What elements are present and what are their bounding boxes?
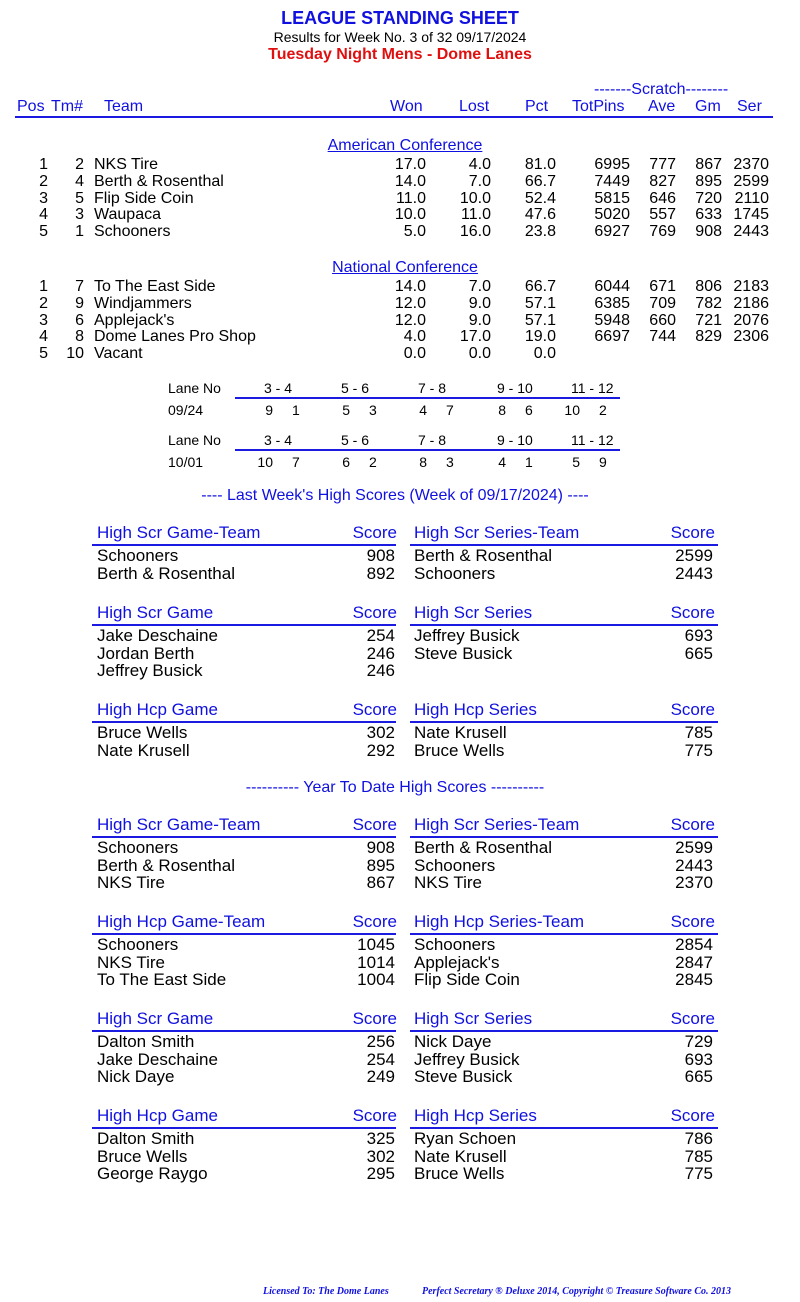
matchup-team-a: 9 — [265, 402, 273, 418]
score-entry-name: Jeffrey Busick — [414, 626, 520, 645]
score-box-score-label: Score — [670, 603, 715, 622]
score-entry-name: Ryan Schoen — [414, 1129, 517, 1148]
score-entry-value: 785 — [684, 723, 713, 742]
cell-pct: 0.0 — [533, 345, 556, 363]
col-pos: Pos — [17, 98, 45, 115]
score-entry-name: Berth & Rosenthal — [414, 546, 552, 565]
score-entry-name: To The East Side — [97, 970, 227, 989]
cell-pct: 52.4 — [524, 189, 556, 207]
score-entry-name: Schooners — [97, 838, 179, 857]
matchup-team-a: 6 — [342, 454, 350, 470]
score-entry-value: 2370 — [675, 873, 713, 892]
matchup-team-b: 7 — [446, 402, 454, 418]
cell-ser: 2110 — [734, 189, 769, 207]
score-entry-name: NKS Tire — [97, 873, 166, 892]
cell-tm: 1 — [75, 223, 84, 241]
cell-lost: 16.0 — [459, 223, 491, 241]
cell-gm: 721 — [695, 311, 722, 329]
score-entry-name: NKS Tire — [414, 873, 483, 892]
col-lost: Lost — [459, 98, 490, 115]
matchup-team-b: 7 — [292, 454, 300, 470]
cell-team: Applejack's — [94, 311, 175, 329]
cell-tm: 5 — [75, 189, 84, 207]
cell-team: Vacant — [94, 345, 143, 363]
score-box-title: High Hcp Series — [414, 1106, 537, 1125]
table-row — [0, 312, 800, 329]
cell-pct: 57.1 — [524, 311, 556, 329]
cell-ave: 709 — [649, 294, 676, 312]
score-box-score-label: Score — [352, 815, 397, 834]
cell-totpins: 5948 — [594, 311, 630, 329]
cell-team: NKS Tire — [94, 156, 159, 173]
cell-gm: 633 — [695, 206, 722, 224]
cell-ave: 744 — [649, 328, 676, 346]
cell-won: 11.0 — [396, 189, 426, 207]
score-entry-value: 2845 — [675, 970, 713, 989]
lane-label: Lane No — [168, 432, 221, 448]
cell-totpins: 6044 — [594, 278, 630, 295]
col-ave: Ave — [648, 98, 676, 115]
score-entry-value: 665 — [684, 1067, 713, 1086]
cell-gm: 829 — [695, 328, 722, 346]
cell-team: To The East Side — [94, 278, 216, 295]
cell-ave: 827 — [649, 172, 676, 190]
score-box-score-label: Score — [352, 1106, 397, 1125]
score-box-score-label: Score — [670, 700, 715, 719]
score-box-title: High Scr Game-Team — [97, 815, 261, 834]
cell-pos: 1 — [39, 156, 48, 173]
cell-ser: 1745 — [733, 206, 769, 224]
score-box-score-label: Score — [670, 1009, 715, 1028]
lane-pair: 7 - 8 — [418, 380, 447, 396]
cell-gm: 806 — [695, 278, 722, 295]
cell-ave: 777 — [649, 156, 676, 173]
matchup-team-b: 6 — [525, 402, 533, 418]
cell-totpins: 5815 — [594, 189, 630, 207]
cell-tm: 4 — [75, 172, 84, 190]
cell-won: 14.0 — [394, 172, 426, 190]
score-entry-value: 729 — [684, 1032, 713, 1051]
matchup-team-a: 10 — [564, 402, 580, 418]
score-entry-value: 2599 — [675, 838, 713, 857]
score-entry-name: George Raygo — [97, 1164, 208, 1183]
cell-pos: 3 — [39, 189, 48, 207]
cell-ser: 2186 — [733, 294, 769, 312]
score-entry-name: Bruce Wells — [414, 1164, 505, 1183]
score-box-title: High Scr Game-Team — [97, 523, 261, 542]
cell-won: 0.0 — [403, 345, 426, 363]
matchup-team-a: 5 — [572, 454, 580, 470]
cell-pos: 2 — [39, 172, 48, 190]
cell-ser: 2076 — [733, 311, 769, 329]
score-entry-value: 786 — [684, 1129, 713, 1148]
score-entry-name: Jeffrey Busick — [414, 1049, 520, 1069]
score-entry-name: Dalton Smith — [97, 1129, 195, 1148]
table-row — [0, 223, 800, 240]
cell-won: 14.0 — [394, 278, 426, 295]
cell-ave: 769 — [649, 223, 676, 241]
score-entry-value: 775 — [684, 1164, 713, 1183]
score-entry-value: 302 — [366, 723, 395, 742]
cell-gm: 867 — [695, 156, 722, 173]
score-entry-value: 895 — [366, 855, 395, 875]
cell-pct: 47.6 — [524, 206, 556, 224]
lane-pair: 7 - 8 — [418, 432, 447, 448]
cell-team: Waupaca — [94, 206, 161, 224]
cell-gm: 908 — [695, 223, 722, 241]
cell-gm: 782 — [695, 294, 722, 312]
lane-pair: 9 - 10 — [497, 380, 533, 396]
cell-tm: 9 — [75, 294, 84, 312]
score-box-score-label: Score — [352, 700, 397, 719]
cell-team: Flip Side Coin — [94, 189, 194, 207]
cell-gm: 895 — [695, 172, 722, 190]
cell-won: 17.0 — [394, 156, 426, 173]
score-entry-name: Schooners — [414, 935, 496, 954]
col-team: Team — [104, 98, 144, 115]
matchup-team-b: 3 — [369, 402, 377, 418]
matchup-team-a: 4 — [419, 402, 427, 418]
score-entry-value: 785 — [684, 1146, 713, 1166]
score-box-title: High Hcp Series-Team — [414, 912, 585, 931]
matchup-team-a: 8 — [498, 402, 506, 418]
score-entry-name: Schooners — [414, 855, 496, 875]
score-entry-value: 908 — [366, 838, 395, 857]
score-entry-name: Nate Krusell — [414, 723, 507, 742]
lane-pair: 11 - 12 — [571, 380, 614, 396]
cell-totpins: 6995 — [594, 156, 630, 173]
cell-totpins: 6385 — [594, 294, 630, 312]
score-box-score-label: Score — [670, 1106, 715, 1125]
cell-ave: 660 — [649, 311, 676, 329]
cell-tm: 3 — [75, 206, 84, 224]
score-entry-name: Nate Krusell — [97, 740, 190, 760]
col-pct: Pct — [525, 98, 549, 115]
score-entry-name: Flip Side Coin — [414, 970, 520, 989]
table-row — [0, 156, 800, 173]
score-entry-name: Steve Busick — [414, 1067, 513, 1086]
table-row — [0, 190, 800, 207]
score-entry-value: 867 — [366, 873, 395, 892]
table-row — [0, 278, 800, 295]
score-entry-name: Jake Deschaine — [97, 1049, 218, 1069]
cell-ser: 2306 — [733, 328, 769, 346]
score-entry-name: Schooners — [97, 935, 179, 954]
score-entry-value: 892 — [366, 563, 395, 583]
score-entry-value: 249 — [366, 1067, 395, 1086]
col-gm: Gm — [695, 98, 721, 115]
score-entry-value: 254 — [366, 1049, 395, 1069]
conference-title: American Conference — [327, 137, 483, 154]
score-entry-name: Jordan Berth — [97, 643, 195, 663]
table-row — [0, 206, 800, 223]
cell-won: 10.0 — [394, 206, 426, 224]
score-box-title: High Scr Game — [97, 603, 214, 622]
score-entry-name: NKS Tire — [97, 952, 166, 972]
cell-pos: 4 — [39, 206, 48, 224]
score-entry-name: Nate Krusell — [414, 1146, 507, 1166]
matchup-team-a: 10 — [257, 454, 273, 470]
score-entry-name: Nick Daye — [414, 1032, 492, 1051]
cell-won: 12.0 — [394, 294, 426, 312]
cell-lost: 17.0 — [459, 328, 491, 346]
score-entry-value: 325 — [366, 1129, 395, 1148]
score-entry-value: 2443 — [675, 563, 713, 583]
last-week-title: ---- Last Week's High Scores (Week of 09/17/2024) ---- — [201, 487, 589, 504]
score-entry-value: 246 — [366, 643, 395, 663]
matchup-team-a: 8 — [419, 454, 427, 470]
score-box-title: High Scr Series-Team — [414, 523, 580, 542]
cell-pct: 81.0 — [524, 156, 556, 173]
score-entry-value: 665 — [684, 643, 713, 663]
score-entry-name: Berth & Rosenthal — [414, 838, 552, 857]
cell-lost: 11.0 — [461, 206, 491, 224]
cell-ave: 671 — [649, 278, 676, 295]
table-row — [0, 345, 800, 362]
cell-pos: 5 — [39, 223, 48, 241]
score-entry-name: Steve Busick — [414, 643, 513, 663]
cell-pct: 23.8 — [524, 223, 556, 241]
footer-software: Perfect Secretary ® Deluxe 2014, Copyright © Treasure Software Co. 2013 — [422, 1286, 731, 1297]
cell-ave: 646 — [649, 189, 676, 207]
cell-pct: 66.7 — [524, 278, 556, 295]
score-entry-name: Berth & Rosenthal — [97, 855, 235, 875]
score-entry-name: Berth & Rosenthal — [97, 563, 235, 583]
score-box-title: High Hcp Game — [97, 1106, 218, 1125]
matchup-team-a: 5 — [342, 402, 350, 418]
score-box-score-label: Score — [670, 912, 715, 931]
table-row — [0, 328, 800, 345]
matchup-team-a: 4 — [498, 454, 506, 470]
cell-lost: 4.0 — [468, 156, 491, 173]
score-entry-value: 292 — [366, 740, 395, 760]
cell-lost: 10.0 — [459, 189, 491, 207]
scratch-label: -------Scratch-------- — [594, 81, 729, 98]
cell-totpins: 7449 — [594, 172, 630, 190]
table-row — [0, 295, 800, 312]
score-entry-name: Dalton Smith — [97, 1032, 195, 1051]
score-entry-value: 693 — [684, 1049, 713, 1069]
score-entry-name: Bruce Wells — [97, 723, 188, 742]
cell-team: Schooners — [94, 223, 171, 241]
score-entry-value: 775 — [684, 740, 713, 760]
score-box-title: High Hcp Game-Team — [97, 912, 266, 931]
score-box-score-label: Score — [352, 523, 397, 542]
score-box-title: High Scr Series-Team — [414, 815, 580, 834]
results-line: Results for Week No. 3 of 32 09/17/2024 — [273, 29, 527, 45]
cell-tm: 6 — [75, 311, 84, 329]
matchup-team-b: 2 — [369, 454, 377, 470]
cell-won: 5.0 — [403, 223, 426, 241]
matchup-team-b: 1 — [525, 454, 533, 470]
score-box-score-label: Score — [352, 912, 397, 931]
score-entry-name: Jake Deschaine — [97, 626, 218, 645]
score-box-title: High Hcp Game — [97, 700, 218, 719]
lane-date: 09/24 — [168, 402, 204, 418]
col-tm: Tm# — [51, 98, 83, 115]
header-divider — [15, 116, 773, 118]
matchup-team-b: 1 — [292, 402, 300, 418]
cell-pct: 57.1 — [524, 294, 556, 312]
cell-pos: 5 — [39, 345, 48, 363]
matchup-team-b: 9 — [599, 454, 607, 470]
score-entry-name: Nick Daye — [97, 1067, 175, 1086]
cell-pct: 66.7 — [524, 172, 556, 190]
score-box-score-label: Score — [352, 603, 397, 622]
score-entry-value: 256 — [366, 1032, 395, 1051]
score-entry-name: Applejack's — [414, 952, 500, 972]
footer-licensed: Licensed To: The Dome Lanes — [263, 1286, 389, 1297]
score-box-score-label: Score — [670, 523, 715, 542]
league-name: Tuesday Night Mens - Dome Lanes — [268, 46, 532, 63]
cell-pos: 4 — [39, 328, 48, 346]
cell-totpins: 6927 — [594, 223, 630, 241]
score-entry-value: 295 — [366, 1164, 395, 1183]
score-entry-value: 908 — [366, 546, 395, 565]
score-entry-name: Bruce Wells — [414, 740, 505, 760]
col-totpins: TotPins — [572, 98, 625, 115]
lane-pair: 3 - 4 — [264, 432, 293, 448]
cell-lost: 0.0 — [468, 345, 491, 363]
conference-title: National Conference — [332, 259, 478, 276]
cell-gm: 720 — [695, 189, 722, 207]
lane-divider — [235, 397, 620, 399]
lane-pair: 5 - 6 — [341, 432, 370, 448]
score-entry-value: 2443 — [675, 855, 713, 875]
col-ser: Ser — [737, 98, 762, 115]
lane-label: Lane No — [168, 380, 221, 396]
cell-lost: 7.0 — [468, 278, 491, 295]
cell-pos: 2 — [39, 294, 48, 312]
cell-tm: 7 — [75, 278, 84, 295]
score-entry-value: 246 — [366, 661, 395, 680]
table-row — [0, 173, 800, 190]
cell-tm: 10 — [66, 345, 84, 363]
lane-date: 10/01 — [168, 454, 204, 470]
cell-ser: 2183 — [733, 278, 769, 295]
score-box-title: High Scr Series — [414, 1009, 533, 1028]
score-box-score-label: Score — [670, 815, 715, 834]
score-entry-name: Schooners — [414, 563, 496, 583]
score-entry-value: 693 — [684, 626, 713, 645]
score-box-title: High Scr Game — [97, 1009, 214, 1028]
score-box-title: High Scr Series — [414, 603, 533, 622]
score-entry-value: 2599 — [675, 546, 713, 565]
matchup-team-b: 2 — [599, 402, 607, 418]
cell-team: Berth & Rosenthal — [94, 172, 224, 190]
cell-totpins: 5020 — [594, 206, 630, 224]
cell-team: Windjammers — [94, 294, 192, 312]
score-entry-name: Schooners — [97, 546, 179, 565]
cell-won: 4.0 — [403, 328, 426, 346]
cell-tm: 2 — [75, 156, 84, 173]
lane-pair: 5 - 6 — [341, 380, 370, 396]
cell-totpins: 6697 — [594, 328, 630, 346]
score-entry-value: 1014 — [357, 952, 395, 972]
cell-lost: 9.0 — [468, 294, 491, 312]
lane-pair: 9 - 10 — [497, 432, 533, 448]
cell-team: Dome Lanes Pro Shop — [94, 328, 256, 346]
cell-ave: 557 — [649, 206, 676, 224]
cell-pct: 19.0 — [524, 328, 556, 346]
score-entry-value: 254 — [366, 626, 395, 645]
score-entry-value: 1045 — [357, 935, 395, 954]
score-entry-value: 1004 — [357, 970, 395, 989]
cell-ser: 2443 — [733, 223, 769, 241]
cell-lost: 7.0 — [468, 172, 491, 190]
page-title: LEAGUE STANDING SHEET — [281, 8, 519, 28]
lane-divider — [235, 449, 620, 451]
lane-pair: 3 - 4 — [264, 380, 293, 396]
cell-pos: 3 — [39, 311, 48, 329]
cell-pos: 1 — [39, 278, 48, 295]
cell-ser: 2599 — [733, 172, 769, 190]
score-box-title: High Hcp Series — [414, 700, 537, 719]
score-entry-value: 2847 — [675, 952, 713, 972]
cell-ser: 2370 — [733, 156, 769, 173]
col-won: Won — [390, 98, 423, 115]
score-entry-value: 2854 — [675, 935, 713, 954]
cell-won: 12.0 — [394, 311, 426, 329]
matchup-team-b: 3 — [446, 454, 454, 470]
cell-lost: 9.0 — [468, 311, 491, 329]
ytd-title: ---------- Year To Date High Scores ---------- — [245, 779, 545, 796]
lane-pair: 11 - 12 — [571, 432, 614, 448]
cell-tm: 8 — [75, 328, 84, 346]
score-entry-value: 302 — [366, 1146, 395, 1166]
score-entry-name: Bruce Wells — [97, 1146, 188, 1166]
score-box-score-label: Score — [352, 1009, 397, 1028]
score-entry-name: Jeffrey Busick — [97, 661, 203, 680]
